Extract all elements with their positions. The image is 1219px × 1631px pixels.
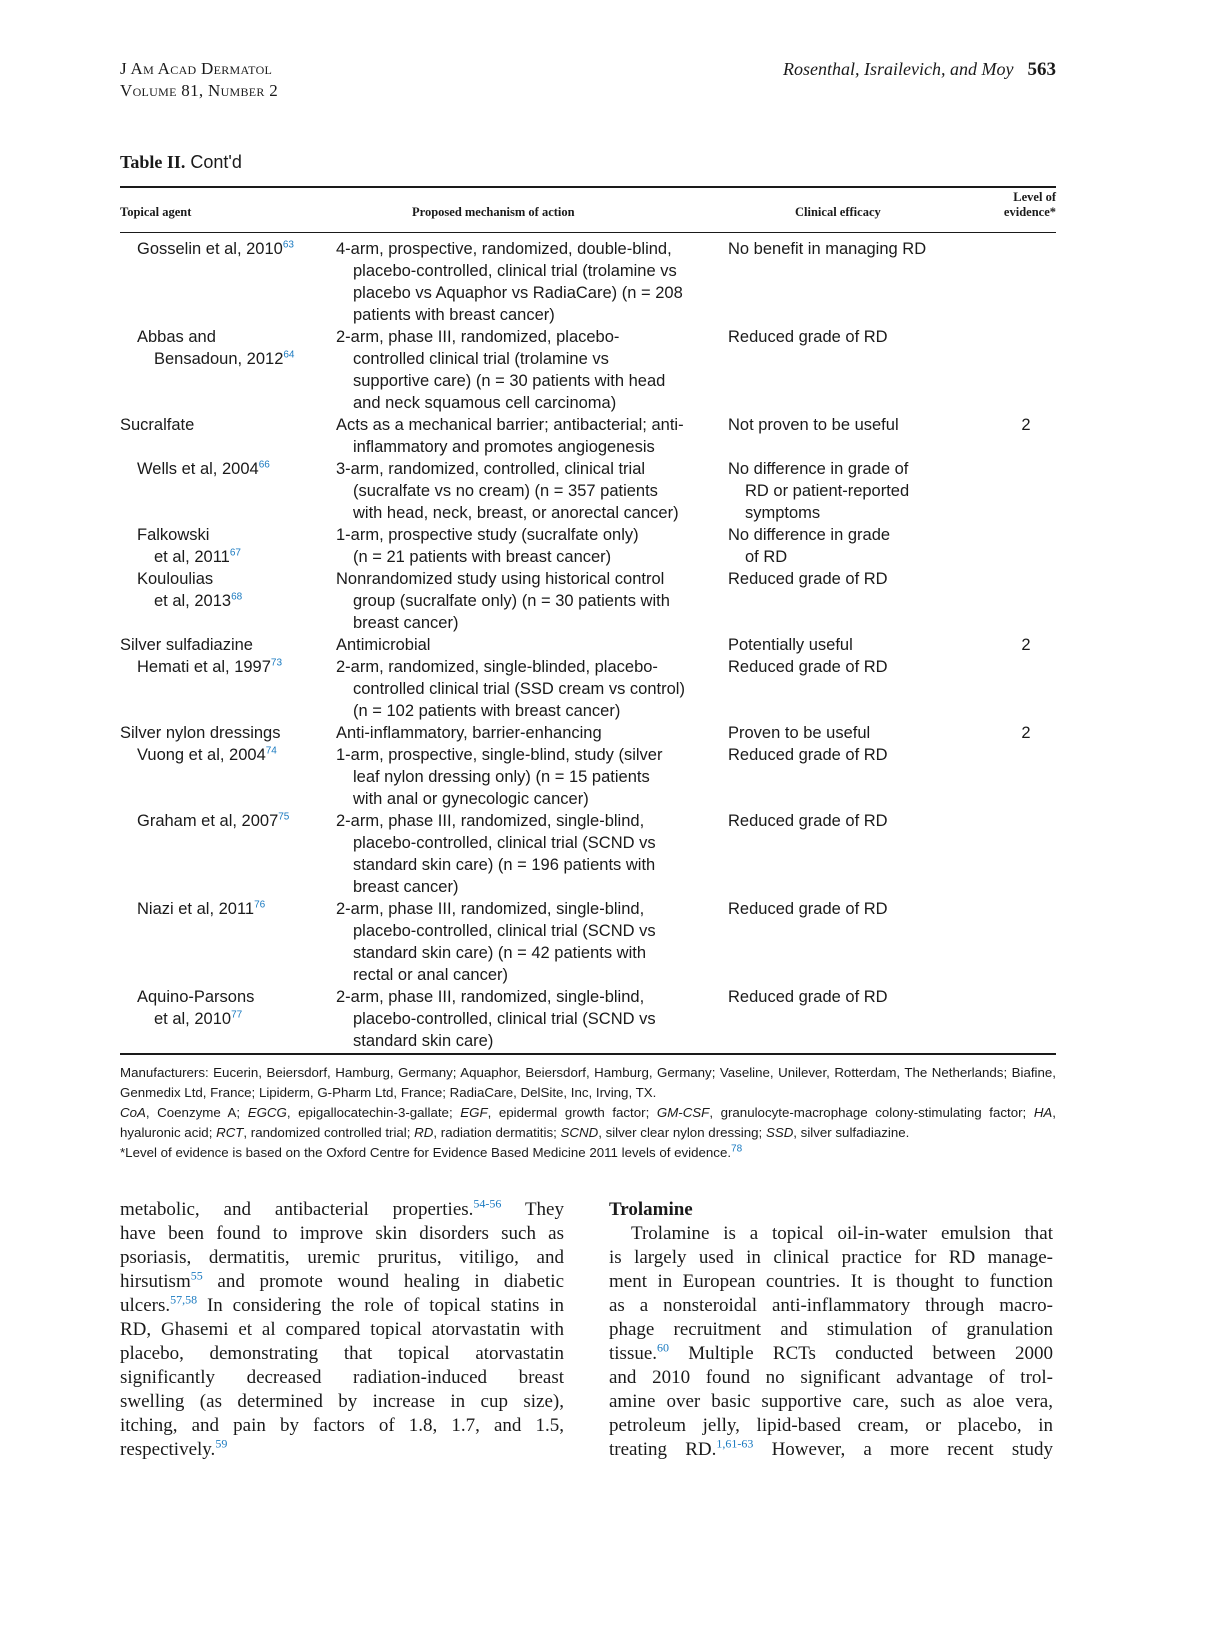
body-text: They xyxy=(501,1199,564,1220)
table-row xyxy=(0,722,1219,744)
running-head-authors xyxy=(783,58,1056,81)
abbreviation-definition: , radiation dermatitis; xyxy=(433,1125,561,1140)
footnote-manufacturers: Manufacturers: Eucerin, Beiersdorf, Hamburg, Germany; Aquaphor, Beiersdorf, Hamburg, Germany; Vaseline, Unilever, Rotterdam, The Netherlands; Biafine, Genmedix Ltd, France; Lipiderm, G-Pharm Ltd, France; RadiaCare, DelSite, Inc, Irving, TX. xyxy=(120,1065,1056,1100)
body-text: treating RD. xyxy=(609,1439,717,1460)
cell-mechanism-line: patients with breast cancer) xyxy=(353,306,555,324)
citation-superscript[interactable]: 55 xyxy=(190,1268,203,1283)
cell-mechanism xyxy=(336,744,716,810)
agent-line xyxy=(137,1008,332,1030)
table-row xyxy=(0,568,1219,634)
table-header-rule xyxy=(120,232,1056,233)
body-text-line xyxy=(609,1246,1053,1270)
agent-line xyxy=(120,722,332,744)
cell-mechanism-line: (n = 21 patients with breast cancer) xyxy=(353,548,612,566)
table-row xyxy=(0,458,1219,524)
cell-topical-agent xyxy=(120,898,332,986)
cell-efficacy-line: Reduced grade of RD xyxy=(728,812,888,830)
body-text-line xyxy=(120,1318,564,1342)
cell-mechanism-line: (sucralfate vs no cream) (n = 357 patients xyxy=(353,482,658,500)
cell-mechanism-line: 4-arm, prospective, randomized, double-blind, xyxy=(336,240,672,258)
cell-mechanism-line: placebo-controlled, clinical trial (SCND vs xyxy=(353,1010,656,1028)
abbreviation-term: RCT xyxy=(216,1125,244,1140)
table-row xyxy=(0,414,1219,458)
cell-mechanism xyxy=(336,810,716,898)
agent-text: Niazi et al, 2011 xyxy=(137,900,255,918)
cell-mechanism-line: standard skin care) xyxy=(353,1032,494,1050)
table-title xyxy=(120,152,242,173)
table-row xyxy=(0,656,1219,722)
abbreviation-definition: , randomized controlled trial; xyxy=(243,1125,415,1140)
agent-line xyxy=(137,986,332,1008)
body-text-line xyxy=(609,1390,1053,1414)
table-footnotes xyxy=(120,1063,1056,1163)
cell-mechanism-line: standard skin care) (n = 42 patients with xyxy=(353,944,647,962)
body-text: psoriasis, dermatitis, uremic pruritus, vitiligo, and xyxy=(120,1247,564,1268)
table-row xyxy=(0,810,1219,898)
cell-efficacy-line: Reduced grade of RD xyxy=(728,988,888,1006)
cell-mechanism-line: 1-arm, prospective, single-blind, study (silver xyxy=(336,746,663,764)
body-text-line xyxy=(120,1222,564,1246)
body-text: and promote wound healing in diabetic xyxy=(202,1271,564,1292)
agent-line xyxy=(137,458,332,480)
citation-superscript[interactable]: 1,61-63 xyxy=(716,1436,754,1451)
cell-topical-agent xyxy=(120,656,332,722)
table-title-continued: Cont'd xyxy=(185,152,242,172)
cell-mechanism xyxy=(336,568,716,634)
table-body xyxy=(0,238,1219,1052)
cell-efficacy-line: Reduced grade of RD xyxy=(728,746,888,764)
cell-efficacy-line: Proven to be useful xyxy=(728,724,871,742)
cell-mechanism xyxy=(336,458,716,524)
body-text-line xyxy=(609,1342,1053,1366)
body-text-line xyxy=(609,1318,1053,1342)
cell-efficacy-line: No difference in grade xyxy=(728,526,891,544)
cell-topical-agent xyxy=(120,524,332,568)
running-head-journal xyxy=(120,58,278,102)
table-bottom-rule xyxy=(120,1053,1056,1055)
section-heading-trolamine: Trolamine xyxy=(609,1199,693,1220)
author-names: Rosenthal, Israilevich, and Moy xyxy=(783,59,1014,79)
body-text-line xyxy=(120,1390,564,1414)
cell-mechanism xyxy=(336,238,716,326)
agent-line xyxy=(137,238,332,260)
citation-superscript[interactable]: 60 xyxy=(657,1340,670,1355)
agent-line xyxy=(137,568,332,590)
body-text: and 2010 found no significant advantage of trol- xyxy=(609,1367,1053,1388)
reference-superscript: 64 xyxy=(283,349,295,361)
agent-line xyxy=(137,590,332,612)
cell-mechanism-line: 1-arm, prospective study (sucralfate only) xyxy=(336,526,639,544)
reference-superscript: 76 xyxy=(254,899,266,911)
agent-text: Graham et al, 2007 xyxy=(137,812,279,830)
cell-efficacy-line: Not proven to be useful xyxy=(728,416,899,434)
body-text-line xyxy=(120,1342,564,1366)
body-text-line xyxy=(120,1438,564,1462)
cell-mechanism-line: placebo-controlled, clinical trial (trolamine vs xyxy=(353,262,677,280)
body-text: In considering the role of topical statins in xyxy=(197,1295,564,1316)
cell-mechanism-line: controlled clinical trial (trolamine vs xyxy=(353,350,609,368)
cell-mechanism-line: 2-arm, phase III, randomized, single-blind, xyxy=(336,900,645,918)
cell-mechanism-line: 3-arm, randomized, controlled, clinical trial xyxy=(336,460,646,478)
cell-mechanism-line: supportive care) (n = 30 patients with head xyxy=(353,372,666,390)
cell-efficacy-line: Reduced grade of RD xyxy=(728,900,888,918)
reference-superscript: 75 xyxy=(278,811,290,823)
cell-efficacy xyxy=(728,986,968,1008)
cell-efficacy xyxy=(728,634,968,656)
reference-superscript: 63 xyxy=(282,239,294,251)
footnote-evidence-text: *Level of evidence is based on the Oxford Centre for Evidence Based Medicine 2011 levels of evidence. xyxy=(120,1145,732,1160)
body-text: metabolic, and antibacterial properties. xyxy=(120,1199,474,1220)
cell-mechanism-line: inflammatory and promotes angiogenesis xyxy=(353,438,655,456)
body-text: Trolamine is a topical oil-in-water emulsion that xyxy=(631,1223,1053,1244)
cell-mechanism-line: (n = 102 patients with breast cancer) xyxy=(353,702,621,720)
citation-superscript[interactable]: 59 xyxy=(215,1436,228,1451)
cell-efficacy xyxy=(728,326,968,348)
table-row xyxy=(0,986,1219,1052)
body-text-line xyxy=(609,1414,1053,1438)
reference-superscript: 66 xyxy=(258,459,270,471)
column-header-level-line2: evidence* xyxy=(1003,205,1056,219)
cell-mechanism-line: breast cancer) xyxy=(353,614,459,632)
table-top-rule xyxy=(120,186,1056,188)
cell-topical-agent xyxy=(120,810,332,898)
body-text: placebo, demonstrating that topical atorvastatin xyxy=(120,1343,564,1364)
body-text: respectively. xyxy=(120,1439,216,1460)
abbreviation-term: GM-CSF xyxy=(656,1105,710,1120)
cell-mechanism-line: Nonrandomized study using historical control xyxy=(336,570,665,588)
body-text-line xyxy=(120,1414,564,1438)
table-label: Table II. xyxy=(120,152,186,172)
abbreviation-definition: , granulocyte-macrophage colony-stimulating factor; xyxy=(709,1105,1034,1120)
cell-mechanism-line: placebo-controlled, clinical trial (SCND vs xyxy=(353,922,656,940)
body-text: phage recruitment and stimulation of granulation xyxy=(609,1319,1053,1340)
agent-line xyxy=(120,634,332,656)
cell-mechanism-line: rectal or anal cancer) xyxy=(353,966,508,984)
agent-line xyxy=(137,326,332,348)
table-row xyxy=(0,634,1219,656)
agent-line xyxy=(137,546,332,568)
body-text: ment in European countries. It is thought to function xyxy=(609,1271,1053,1292)
cell-topical-agent xyxy=(120,722,332,744)
reference-superscript: 67 xyxy=(229,547,241,559)
agent-line xyxy=(137,744,332,766)
reference-superscript: 74 xyxy=(265,745,277,757)
reference-superscript: 73 xyxy=(270,657,283,669)
body-column-right-text xyxy=(609,1222,1053,1462)
body-text: is largely used in clinical practice for RD manage- xyxy=(609,1247,1053,1268)
cell-level-of-evidence: 2 xyxy=(1021,416,1031,434)
body-text: RD, Ghasemi et al compared topical atorvastatin with xyxy=(120,1319,564,1340)
citation-superscript[interactable]: 57,58 xyxy=(170,1292,198,1307)
cell-mechanism xyxy=(336,722,716,744)
cell-mechanism-line: 2-arm, phase III, randomized, placebo- xyxy=(336,328,620,346)
cell-mechanism-line: with anal or gynecologic cancer) xyxy=(353,790,589,808)
cell-mechanism xyxy=(336,898,716,986)
abbreviation-definition: , silver clear nylon dressing; xyxy=(598,1125,766,1140)
abbreviation-term: EGF xyxy=(460,1105,488,1120)
reference-superscript: 68 xyxy=(231,591,243,603)
cell-efficacy-line: Reduced grade of RD xyxy=(728,570,888,588)
reference-superscript: 77 xyxy=(231,1009,243,1021)
footnote-evidence xyxy=(120,1143,1056,1163)
cell-mechanism xyxy=(336,986,716,1052)
body-text: have been found to improve skin disorders such as xyxy=(120,1223,564,1244)
cell-topical-agent xyxy=(120,744,332,810)
column-header-mechanism: Proposed mechanism of action xyxy=(412,205,575,219)
cell-efficacy xyxy=(728,414,968,436)
table-row xyxy=(0,744,1219,810)
cell-mechanism xyxy=(336,326,716,414)
body-text: significantly decreased radiation-induced breast xyxy=(120,1367,564,1388)
body-text-line xyxy=(120,1198,564,1222)
cell-efficacy-line: of RD xyxy=(745,548,788,566)
agent-text: Silver nylon dressings xyxy=(120,724,281,742)
abbreviation-definition: , silver sulfadiazine. xyxy=(793,1125,910,1140)
cell-efficacy-line: RD or patient-reported xyxy=(745,482,910,500)
cell-efficacy-line: Reduced grade of RD xyxy=(728,328,888,346)
abbreviation-term: RD xyxy=(414,1125,434,1140)
abbreviation-definition: , epidermal growth factor; xyxy=(487,1105,657,1120)
body-text: However, a more recent study xyxy=(753,1439,1053,1460)
journal-name: J Am Acad Dermatol xyxy=(120,59,273,78)
cell-mechanism-line: 2-arm, phase III, randomized, single-blind, xyxy=(336,812,645,830)
agent-line xyxy=(120,414,332,436)
cell-mechanism-line: controlled clinical trial (SSD cream vs control) xyxy=(353,680,685,698)
cell-efficacy xyxy=(728,722,968,744)
column-header-agent: Topical agent xyxy=(120,205,192,219)
agent-text: Vuong et al, 2004 xyxy=(137,746,266,764)
cell-mechanism-line: Anti-inflammatory, barrier-enhancing xyxy=(336,724,602,742)
agent-text: Aquino-Parsons xyxy=(137,988,255,1006)
page-number: 563 xyxy=(1027,59,1056,80)
cell-mechanism xyxy=(336,634,716,656)
body-text-line xyxy=(609,1294,1053,1318)
cell-mechanism-line: breast cancer) xyxy=(353,878,459,896)
cell-mechanism-line: and neck squamous cell carcinoma) xyxy=(353,394,617,412)
cell-topical-agent xyxy=(120,634,332,656)
agent-line xyxy=(137,656,332,678)
agent-line xyxy=(137,524,332,546)
body-column-left xyxy=(120,1198,564,1462)
cell-efficacy-line: No difference in grade of xyxy=(728,460,909,478)
cell-mechanism-line: group (sucralfate only) (n = 30 patients with xyxy=(353,592,670,610)
cell-efficacy xyxy=(728,568,968,590)
agent-line xyxy=(137,348,332,370)
agent-text: et al, 2010 xyxy=(154,1010,232,1028)
cell-mechanism-line: placebo-controlled, clinical trial (SCND vs xyxy=(353,834,656,852)
table-row xyxy=(0,898,1219,986)
column-header-level xyxy=(1004,190,1056,220)
table-row xyxy=(0,326,1219,414)
cell-mechanism-line: placebo vs Aquaphor vs RadiaCare) (n = 208 xyxy=(353,284,683,302)
body-text-line xyxy=(120,1366,564,1390)
agent-line xyxy=(137,898,332,920)
cell-mechanism-line: leaf nylon dressing only) (n = 15 patients xyxy=(353,768,650,786)
abbreviation-definition: , hyaluronic acid; xyxy=(120,1105,1056,1140)
cell-mechanism-line: 2-arm, randomized, single-blinded, placebo- xyxy=(336,658,658,676)
journal-volume: Volume 81, Number 2 xyxy=(120,81,279,100)
abbreviation-definition: , Coenzyme A; xyxy=(145,1105,248,1120)
body-text-line xyxy=(609,1222,1053,1246)
cell-efficacy xyxy=(728,524,968,568)
body-text-line xyxy=(120,1270,564,1294)
abbreviation-term: CoA xyxy=(120,1105,146,1120)
body-text-line xyxy=(609,1366,1053,1390)
column-header-level-line1: Level of xyxy=(1013,190,1056,204)
cell-mechanism-line: standard skin care) (n = 196 patients with xyxy=(353,856,656,874)
agent-text: Bensadoun, 2012 xyxy=(154,350,284,368)
agent-text: et al, 2013 xyxy=(154,592,232,610)
cell-topical-agent xyxy=(120,568,332,634)
body-text: as a nonsteroidal anti-inflammatory through macro- xyxy=(609,1295,1053,1316)
cell-efficacy xyxy=(728,810,968,832)
abbreviation-definition: , epigallocatechin-3-gallate; xyxy=(286,1105,461,1120)
cell-efficacy-line: Potentially useful xyxy=(728,636,853,654)
agent-text: Kouloulias xyxy=(137,570,214,588)
body-text: itching, and pain by factors of 1.8, 1.7, and 1.5, xyxy=(120,1415,564,1436)
cell-mechanism-line: with head, neck, breast, or anorectal cancer) xyxy=(353,504,679,522)
abbreviation-term: SCND xyxy=(560,1125,599,1140)
body-text-line xyxy=(609,1438,1053,1462)
agent-line xyxy=(137,810,332,832)
abbreviation-term: SSD xyxy=(765,1125,794,1140)
citation-superscript[interactable]: 54-56 xyxy=(473,1196,502,1211)
cell-efficacy-line: No benefit in managing RD xyxy=(728,240,927,258)
cell-efficacy xyxy=(728,744,968,766)
body-text-line xyxy=(609,1270,1053,1294)
column-header-efficacy: Clinical efficacy xyxy=(795,205,881,219)
body-text-line xyxy=(120,1294,564,1318)
cell-level-of-evidence: 2 xyxy=(1021,724,1031,742)
footnote-evidence-ref: 78 xyxy=(731,1143,743,1155)
body-column-right xyxy=(609,1198,1053,1462)
body-text: swelling (as determined by increase in cup size), xyxy=(120,1391,564,1412)
cell-efficacy-line: Reduced grade of RD xyxy=(728,658,888,676)
agent-text: Abbas and xyxy=(137,328,216,346)
table-row xyxy=(0,238,1219,326)
body-text: petroleum jelly, lipid-based cream, or placebo, in xyxy=(609,1415,1053,1436)
cell-efficacy xyxy=(728,656,968,678)
cell-topical-agent xyxy=(120,458,332,524)
agent-text: Falkowski xyxy=(137,526,210,544)
abbreviation-term: EGCG xyxy=(247,1105,287,1120)
cell-mechanism xyxy=(336,524,716,568)
cell-efficacy xyxy=(728,898,968,920)
cell-topical-agent xyxy=(120,414,332,458)
cell-topical-agent xyxy=(120,326,332,414)
cell-topical-agent xyxy=(120,986,332,1052)
cell-efficacy xyxy=(728,458,968,524)
body-text: hirsutism xyxy=(120,1271,191,1292)
agent-text: et al, 2011 xyxy=(154,548,230,566)
agent-text: Wells et al, 2004 xyxy=(137,460,259,478)
abbreviation-term: HA xyxy=(1033,1105,1053,1120)
agent-text: Silver sulfadiazine xyxy=(120,636,253,654)
cell-mechanism-line: Antimicrobial xyxy=(336,636,431,654)
agent-text: Gosselin et al, 2010 xyxy=(137,240,283,258)
cell-topical-agent xyxy=(120,238,332,326)
table-row xyxy=(0,524,1219,568)
cell-efficacy-line: symptoms xyxy=(745,504,821,522)
table-header xyxy=(0,190,1219,230)
cell-mechanism-line: Acts as a mechanical barrier; antibacterial; anti- xyxy=(336,416,684,434)
body-text: amine over basic supportive care, such as aloe vera, xyxy=(609,1391,1053,1412)
footnote-abbreviations xyxy=(120,1103,1056,1143)
agent-text: Hemati et al, 1997 xyxy=(137,658,271,676)
body-text: Multiple RCTs conducted between 2000 xyxy=(669,1343,1053,1364)
body-text: ulcers. xyxy=(120,1295,171,1316)
cell-mechanism xyxy=(336,656,716,722)
cell-mechanism-line: 2-arm, phase III, randomized, single-blind, xyxy=(336,988,645,1006)
cell-efficacy xyxy=(728,238,968,260)
cell-level-of-evidence: 2 xyxy=(1021,636,1031,654)
body-text-line xyxy=(120,1246,564,1270)
cell-mechanism xyxy=(336,414,716,458)
agent-text: Sucralfate xyxy=(120,416,195,434)
body-text: tissue. xyxy=(609,1343,658,1364)
